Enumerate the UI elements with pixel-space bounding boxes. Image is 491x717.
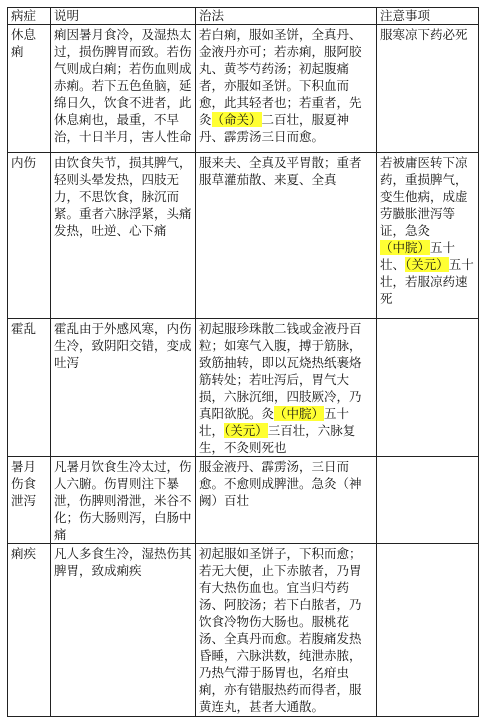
notes-cell (377, 319, 479, 457)
disease-cell: 休息痢 (8, 25, 51, 153)
notes-text: 若被庸医转下凉药，重损脾气，变生他病，成虚劳臌胀泄泻等证，急灸 (380, 155, 468, 238)
treatment-text: 若白痢，服如圣饼，全真丹、金液丹亦可；若赤痢，服阿胶丸、黄芩芍药汤；初起腹痛者，亦服如圣饼。下积血而愈，此其轻者也；若重者，先灸 (199, 27, 362, 127)
acupoint-highlight: （关元） (405, 257, 449, 272)
acupoint-highlight: （命关） (211, 112, 262, 127)
treatment-text: 二百壮，服夏神丹、霹雳汤三日而愈。 (199, 112, 350, 144)
table-row (8, 544, 479, 717)
treatment-text: 三百壮，六脉复生，不灸则死也 (199, 423, 356, 455)
notes-cell (377, 153, 479, 319)
notes-text: 五十壮，若服凉药速死 (380, 257, 474, 306)
explanation-cell: 由饮食失节，损其脾气，轻则头晕发热，四肢无力，不思饮食，脉沉而紧。重者六脉浮紧，头痛发热，吐逆、心下痛 (51, 153, 196, 319)
header-disease: 病症 (8, 8, 51, 25)
treatment-cell (196, 25, 377, 153)
explanation-cell: 凡人多食生冷，湿热伤其脾胃，致成痢疾 (51, 544, 196, 717)
disease-cell: 霍乱 (8, 319, 51, 457)
disease-table (7, 7, 479, 717)
acupoint-highlight: （关元） (224, 423, 268, 438)
table-header-row (8, 8, 479, 25)
header-explanation: 说明 (51, 8, 196, 25)
treatment-text: 初起服珍珠散二钱或金液丹百粒；如寒气入腹，搏于筋脉，致筋抽转，即以瓦烧热纸裹烙筋转处；若吐泻后，胃气大损，六脉沉细，四肢厥冷，乃真阳欲脱。灸 (199, 321, 362, 421)
treatment-text: 五十壮， (199, 406, 350, 438)
explanation-cell: 凡暑月饮食生冷太过，伤人六腑。伤胃则注下暴泄，伤脾则滑泄，米谷不化；伤大肠则泻，白肠中痛 (51, 457, 196, 544)
treatment-cell: 服金液丹、霹雳汤，三日而愈。不愈则成脾泄。急灸（神阙）百壮 (196, 457, 377, 544)
treatment-cell: 服来夫、全真及平胃散；重者服草灌茄散、来夏、全真 (196, 153, 377, 319)
header-treatment: 治法 (196, 8, 377, 25)
acupoint-highlight: （中脘） (380, 240, 431, 255)
table-row (8, 319, 479, 457)
acupoint-highlight: （中脘） (274, 406, 325, 421)
table-row (8, 25, 479, 153)
disease-cell: 痢疾 (8, 544, 51, 717)
explanation-cell: 霍乱由于外感风寒，内伤生冷，致阴阳交错，变成吐泻 (51, 319, 196, 457)
table-row (8, 457, 479, 544)
explanation-cell: 痢因暑月食冷，及湿热太过，损伤脾胃而致。若伤气则成白痢；若伤血则成赤痢。若下五色鱼脑，延绵日久，饮食不进者，此休息痢也，最重，不早治，十日半月，害人性命 (51, 25, 196, 153)
disease-cell: 暑月伤食泄泻 (8, 457, 51, 544)
notes-text: 五十壮、 (380, 240, 456, 272)
treatment-cell (196, 319, 377, 457)
treatment-cell: 初起服如圣饼子，下积而愈；若无大便，止下赤脓者，乃胃有大热伤血也。宜当归芍药汤、阿胶汤；若下白脓者，乃饮食冷物伤大肠也。服桃花汤、全真丹而愈。若腹痛发热昏睡，六脉洪数，纯泄赤脓，乃热气滞于肠胃也，名疳虫痢，亦有错服热药而得者，服黄连丸，甚者大通散。 (196, 544, 377, 717)
table-row (8, 153, 479, 319)
notes-cell (377, 544, 479, 717)
notes-cell (377, 457, 479, 544)
notes-cell: 服寒凉下药必死 (377, 25, 479, 153)
disease-cell: 内伤 (8, 153, 51, 319)
header-notes: 注意事项 (377, 8, 479, 25)
